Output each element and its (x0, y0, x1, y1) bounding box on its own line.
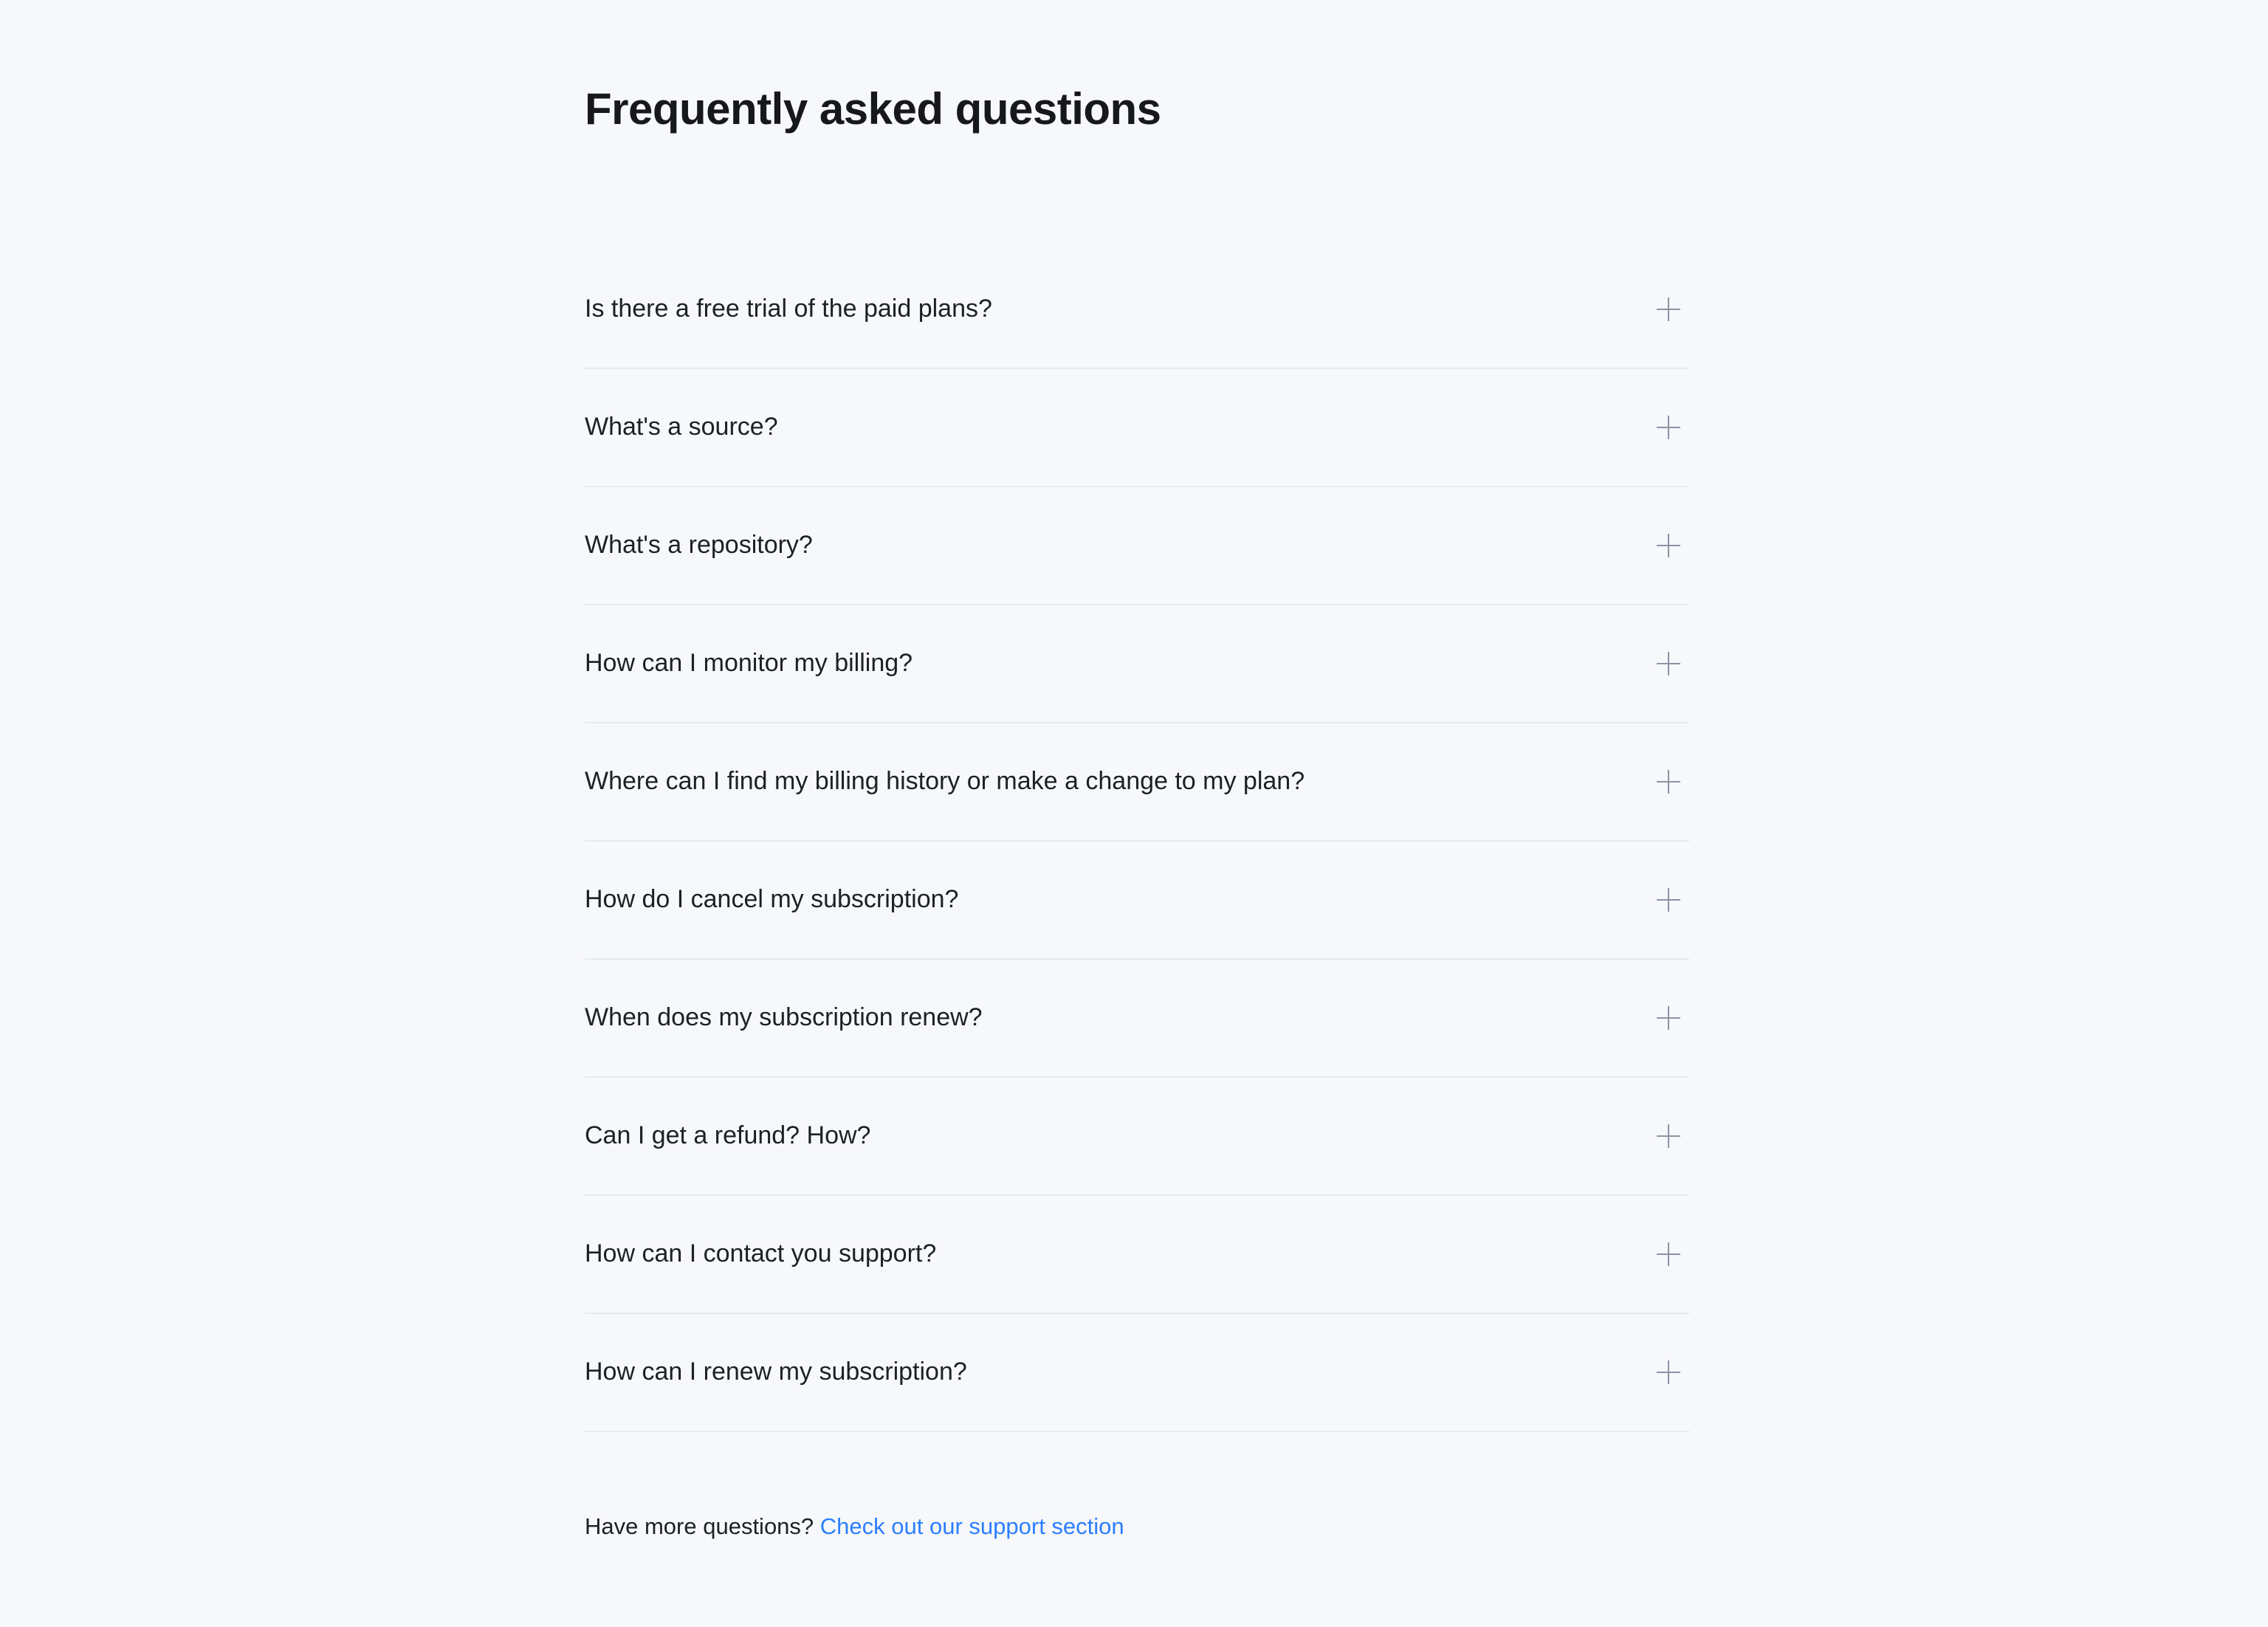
faq-question: What's a source? (585, 413, 778, 441)
plus-icon[interactable] (1652, 1120, 1685, 1152)
plus-icon[interactable] (1652, 529, 1685, 562)
faq-item[interactable] (585, 487, 1689, 605)
faq-item[interactable] (585, 1078, 1689, 1196)
plus-icon[interactable] (1652, 647, 1685, 680)
plus-icon[interactable] (1652, 766, 1685, 798)
plus-icon[interactable] (1652, 1238, 1685, 1270)
faq-section (585, 0, 1707, 1540)
faq-item[interactable] (585, 960, 1689, 1078)
plus-icon[interactable] (1652, 884, 1685, 916)
faq-item[interactable] (585, 369, 1689, 487)
faq-question: How can I renew my subscription? (585, 1358, 967, 1386)
faq-question: When does my subscription renew? (585, 1003, 983, 1032)
faq-footer-text: Have more questions? (585, 1513, 814, 1539)
plus-icon[interactable] (1652, 1356, 1685, 1389)
faq-question: Where can I find my billing history or make a change to my plan? (585, 767, 1305, 796)
faq-item[interactable] (585, 842, 1689, 960)
page-title: Frequently asked questions (585, 84, 1161, 134)
faq-question: Can I get a refund? How? (585, 1121, 871, 1150)
plus-icon[interactable] (1652, 411, 1685, 444)
faq-question: Is there a free trial of the paid plans? (585, 295, 992, 323)
faq-list (585, 251, 1689, 1432)
faq-question: How can I monitor my billing? (585, 649, 913, 678)
faq-item[interactable] (585, 251, 1689, 369)
plus-icon[interactable] (1652, 1002, 1685, 1034)
support-section-link[interactable]: Check out our support section (819, 1513, 1124, 1539)
faq-item[interactable] (585, 1196, 1689, 1314)
faq-item[interactable] (585, 723, 1689, 842)
faq-question: How do I cancel my subscription? (585, 885, 959, 914)
faq-footer (585, 1513, 1707, 1540)
faq-question: How can I contact you support? (585, 1239, 937, 1268)
faq-item[interactable] (585, 605, 1689, 723)
plus-icon[interactable] (1652, 293, 1685, 326)
faq-item[interactable] (585, 1314, 1689, 1432)
faq-question: What's a repository? (585, 531, 813, 560)
